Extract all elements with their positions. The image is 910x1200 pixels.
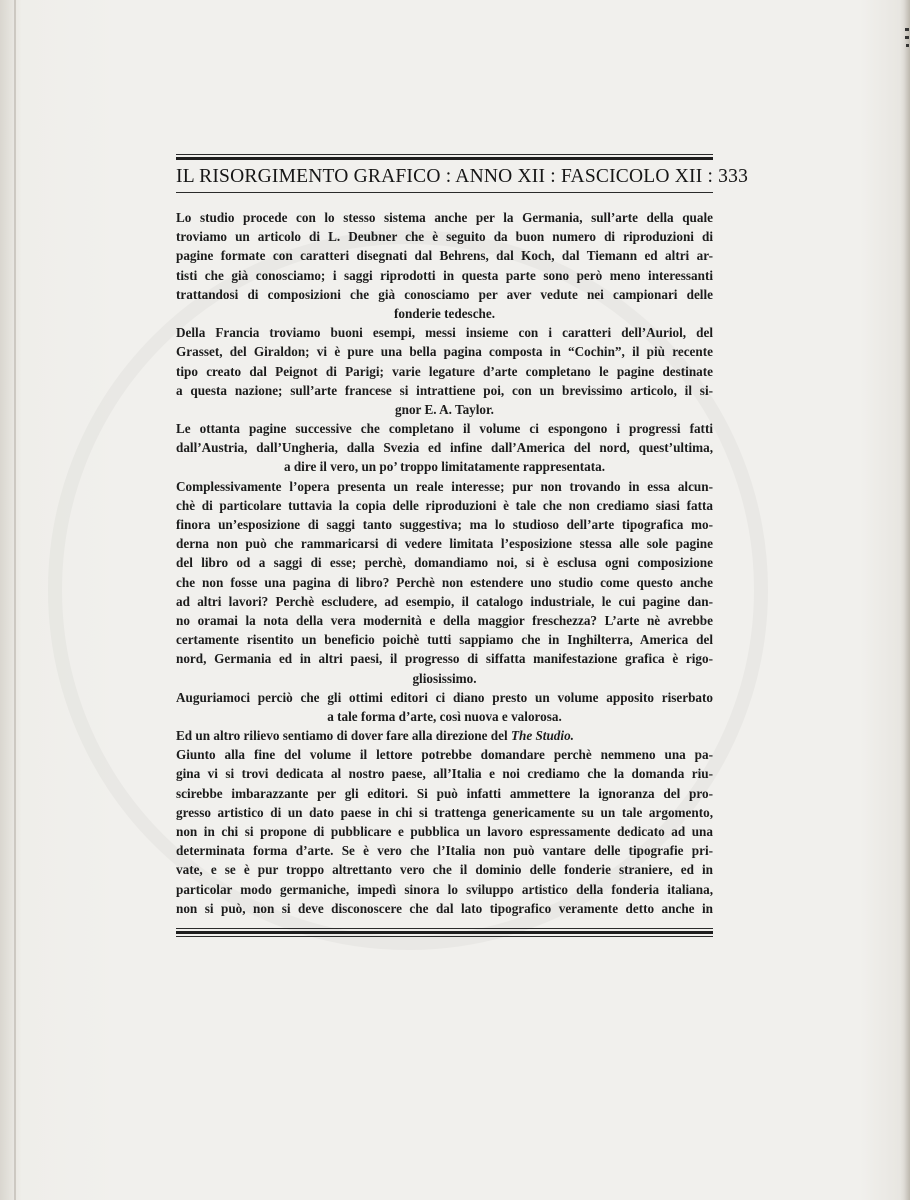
text-line: del libro od a saggi di esse; perchè, domandiamo noi, si è esclusa ogni composizione: [176, 555, 713, 571]
text-line: gliosissimo.: [412, 670, 477, 686]
text-line: a questa nazione; sull’arte francese si intrattiene poi, con un brevissimo articolo, il si-: [176, 382, 713, 398]
text-line: pagine formate con caratteri disegnati dal Behrens, dal Koch, dal Tiemann ed altri ar-: [176, 248, 713, 264]
text-line: non in chi si propone di pubblicare e pubblica un lavoro espressamente dedicato ad una: [176, 824, 713, 839]
header-bottom-rule: [176, 192, 713, 193]
text-line: a dire il vero, un po’ troppo limitatamente rappresentata.: [283, 459, 606, 475]
text-line: gresso artistico di un dato paese in chi si trattenga genericamente su un tale argomento,: [176, 804, 713, 820]
edge-mark: [905, 36, 909, 39]
footer-rule: [176, 928, 713, 937]
text-line: derna non può che rammaricarsi di vedere limitata l’esposizione stessa alle sole pagine: [176, 536, 713, 552]
text-line: ad altri lavori? Perchè escludere, ad esempio, il catalogo industriale, le cui pagine dan-: [176, 593, 713, 609]
text-line: fonderie tedesche.: [393, 305, 496, 321]
text-line: troviamo un articolo di L. Deubner che è seguito da buon numero di riproduzioni di: [176, 229, 713, 245]
text-line: gnor E. A. Taylor.: [395, 401, 494, 417]
text-line: vate, e se è pur troppo altrettanto vero che il dominio delle fonderie straniere, ed in: [176, 862, 713, 878]
text-line: che non fosse una pagina di libro? Perchè non estendere uno studio come questo anche: [176, 574, 713, 590]
text-line: gina vi si trovi dedicata al nostro paese, all’Italia e noi crediamo che la domanda riu-: [176, 766, 713, 782]
edge-mark: [906, 44, 909, 47]
text-line: [176, 726, 713, 745]
text-line: tisti che già conosciamo; i saggi riprodotti in questa parte sono però meno interessanti: [176, 267, 713, 283]
text-line: certamente risentito un beneficio poichè tutti sappiamo che in Inghilterra, America del: [176, 632, 713, 648]
text-line: non si può, non si deve disconoscere che dal lato tipografico veramente detto anche in: [176, 900, 713, 916]
text-line: determinata forma d’arte. Se è vero che l’Italia non può vantare delle tipografie pri-: [176, 843, 713, 859]
edge-mark: [905, 28, 909, 31]
text-line: Della Francia troviamo buoni esempi, messi insieme con i caratteri dell’Auriol, del: [176, 325, 713, 341]
text-line-part: Ed un altro rilievo sentiamo di dover fare alla direzione del: [176, 728, 511, 744]
text-line: Grasset, del Giraldon; vi è pure una bella pagina composta in “Cochin”, il più recente: [176, 344, 713, 360]
text-line: a tale forma d’arte, così nuova e valorosa.: [327, 708, 562, 724]
header-top-rule: [176, 154, 713, 160]
text-line: nord, Germania ed in altri paesi, il progresso di siffatta manifestazione grafica è rigo-: [176, 651, 713, 667]
text-line: Lo studio procede con lo stesso sistema anche per la Germania, sull’arte della quale: [176, 210, 713, 225]
text-line: Le ottanta pagine successive che completano il volume ci espongono i progressi fatti: [176, 421, 713, 437]
text-line: Complessivamente l’opera presenta un reale interesse; pur non trovando in essa alcun-: [176, 478, 713, 494]
text-line: scirebbe imbarazzante per gli editori. Si può infatti ammettere la ignoranza del pro-: [176, 785, 713, 801]
text-line: trattandosi di composizioni che già conosciamo per aver vedute nei campionari delle: [176, 286, 713, 302]
text-line: finora un’esposizione di saggi tanto suggestiva; ma lo studioso dell’arte tipografica mo-: [176, 517, 713, 532]
text-line: chè di particolare tuttavia la copia delle riproduzioni è tale che non crediamo siasi fatta: [176, 497, 713, 513]
page-gutter: [14, 0, 16, 1200]
text-line: Auguriamoci perciò che gli ottimi editori ci diano presto un volume apposito riserbato: [176, 689, 713, 705]
text-line: particolar modo germaniche, impedì sinora lo sviluppo artistico della fonderia italiana,: [176, 881, 713, 897]
article-body: [176, 208, 713, 918]
text-line: Giunto alla fine del volume il lettore potrebbe domandare perchè nemmeno una pa-: [176, 747, 713, 763]
publication-title: The Studio.: [510, 728, 574, 744]
running-header: IL RISORGIMENTO GRAFICO : ANNO XII : FASCICOLO XII : 333: [176, 166, 749, 187]
text-line: no oramai la nota della vera modernità e della maggior freschezza? L’arte nè avrebbe: [176, 612, 713, 628]
text-line: tipo creato dal Peignot di Parigi; varie legature d’arte completano le pagine destinate: [176, 363, 713, 379]
page-edge: [904, 0, 910, 1200]
text-line: dall’Austria, dall’Ungheria, dalla Svezia ed infine dall’America del nord, quest’ultima,: [176, 440, 713, 456]
